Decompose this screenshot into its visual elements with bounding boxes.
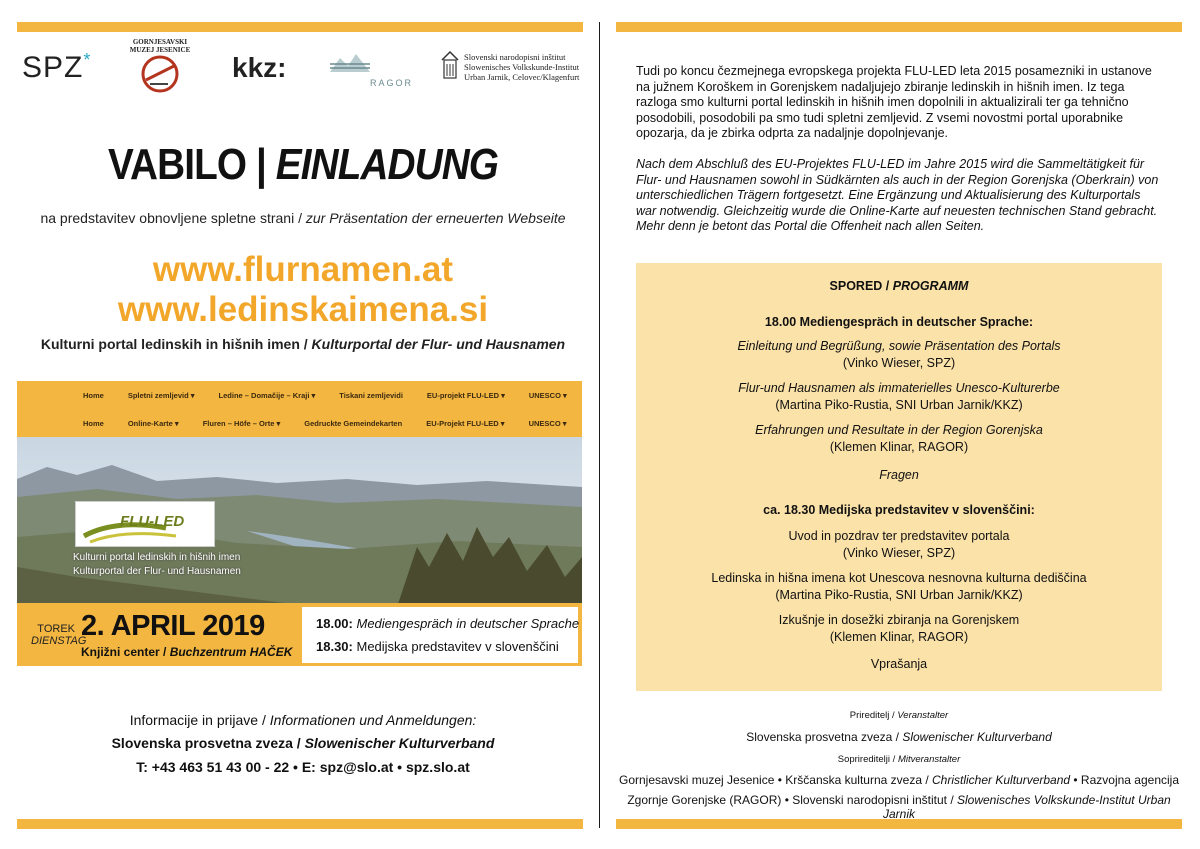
organizer-label: Prireditelj / Veranstalter [849,710,949,721]
sni-logo [440,48,590,88]
program-block1-heading: 18.00 Mediengespräch in deutscher Sprache: [764,315,1034,329]
program-presenter: (Martina Piko-Rustia, SNI Urban Jarnik/KKZ) [775,588,1023,602]
program-box [636,263,1162,691]
program-item: Izkušnje in dosežki zbiranja na Gorenjskem [778,613,1020,627]
program-questions: Fragen [879,468,919,482]
ragor-logo-text: RAGOR [370,78,414,88]
program-presenter: (Vinko Wieser, SPZ) [842,356,956,370]
coorganizer-line-2: Zgornje Gorenjske (RAGOR) • Slovenski narodopisni inštitut / Slowenisches Volkskunde-Institut Urban Jarnik [627,793,1171,821]
url-ledinskaimena[interactable]: www.ledinskaimena.si [117,290,489,329]
sni-building-icon [440,48,460,82]
flu-led-text: FLU-LED [120,513,185,530]
intro-paragraph-sl: Tudi po koncu čezmejnega evropskega projekta FLU-LED leta 2015 posamezniki in ustanove na južnem Koroškem in Gorenjskem nadaljujejo zbiranje ledinskih in hišnih imen. Iz tega razloga smo kulturni portal ledinskih in hišnih imen dopolnili in aktualizirali ter ga tehnično posodobili, posodobili pa smo tudi spletni zemljevid. Z vsemi novostmi portal uporabnike opozarja, da je zbirka odprta za nadaljnje dopolnjevanje. [636,64,1152,140]
event-venue: Knjižni center / Buchzentrum HAČEK [81,645,293,659]
program-presenter: (Vinko Wieser, SPZ) [842,546,956,560]
info-contact[interactable]: T: +43 463 51 43 00 - 22 • E: spz@slo.at • spz.slo.at [136,759,470,775]
top-bar-right [616,22,1182,32]
program-item: Uvod in pozdrav ter predstavitev portala [788,529,1010,543]
muzej-logo-line2: MUZEJ JESENICE [129,46,191,54]
program-presenter: (Martina Piko-Rustia, SNI Urban Jarnik/KKZ) [775,398,1023,412]
event-date: 2. APRIL 2019 [81,610,265,642]
date-box [25,608,293,662]
nav-sl-item: Ledine – Domačije – Kraji ▾ [218,390,316,400]
schedule-box [302,607,578,663]
intro-paragraph-de: Nach dem Abschluß des EU-Projektes FLU-LED im Jahre 2015 wird die Sammeltätigkeit für Flur- und Hausnamen sowohl in Südkärnten als auch in der Region Gorenjska (Oberkrain) von unterschiedlichen Trägern fortgesetzt. Eine Ergänzung und Aktualisierung des Kulturportals war notwendig. Gleichzeitig wurde die Online-Karte auf neuesten technischen Stand gebracht. Mehr denn je betont das Portal die Offenheit nach allen Seiten. [636,157,1159,233]
day-of-week: TOREK DIENSTAG [31,623,87,647]
portal-tagline: Kulturni portal ledinskih in hišnih imen / Kulturportal der Flur- und Hausnamen [40,336,566,352]
nav-de-item: Gedruckte Gemeindekarten [304,418,403,428]
top-bar-left [17,22,583,32]
kkz-logo: kkz: [232,52,287,83]
invitation-subtitle: na predstavitev obnovljene spletne strani / zur Präsentation der erneuerten Webseite [40,210,566,226]
program-item: Erfahrungen und Resultate in der Region Gorenjska [755,423,1043,437]
nav-de-item: Online-Karte ▾ [127,418,179,428]
info-heading: Informacije in prijave / Informationen und Anmeldungen: [129,712,477,728]
nav-sl-item: Spletni zemljevid ▾ [127,390,195,400]
nav-de-item: Home [83,418,104,428]
sni-logo-text: Slovenski narodopisni inštitut Slowenisches Volkskunde-Institut Urban Jarnik, Celovec/Klagenfurt [464,52,580,82]
schedule-line-1: 18.00: Mediengespräch in deutscher Sprache [316,616,580,631]
program-item: Ledinska in hišna imena kot Unescova nesnovna kulturna dediščina [711,571,1087,585]
program-block2-heading: ca. 18.30 Medijska predstavitev v slovenščini: [763,503,1035,517]
nav-de-item: EU-Projekt FLU-LED ▾ [426,418,505,428]
ragor-mountain-icon [330,46,370,76]
muzej-emblem-icon [124,54,196,94]
info-organization: Slovenska prosvetna zveza / Slowenischer Kulturverband [111,735,495,751]
website-screenshot [17,381,582,607]
nav-sl-item: Tiskani zemljevidi [339,390,403,400]
nav-de-item: Fluren – Höfe – Orte ▾ [202,418,281,428]
spz-logo: SPZ* [22,50,92,84]
bottom-bar-left [17,819,583,829]
program-item: Einleitung und Begrüßung, sowie Präsentation des Portals [737,339,1061,353]
nav-sl-item: EU-projekt FLU-LED ▾ [426,390,505,400]
muzej-jesenice-logo [124,38,196,96]
program-item: Flur-und Hausnamen als immaterielles Unesco-Kulturerbe [738,381,1060,395]
nav-sl-item: Home [83,390,104,400]
ragor-logo [330,46,414,92]
muzej-logo-line1: GORNJESAVSKI [132,38,188,46]
date-band [17,603,582,666]
schedule-line-2: 18.30: Medijska predstavitev v slovenščini [316,639,559,654]
website-nav-sl [17,381,582,409]
coorganizer-label: Soprireditelji / Mitveranstalter [837,754,961,765]
page-divider [599,22,600,828]
coorganizer-line-1: Gornjesavski muzej Jesenice • Krščanska kulturna zveza / Christlicher Kulturverband • Razvojna agencija [619,773,1179,787]
website-nav-de [17,409,582,437]
program-presenter: (Klemen Klinar, RAGOR) [829,440,969,454]
program-questions: Vprašanja [870,657,928,671]
flu-led-logo [75,501,215,547]
screenshot-caption-sl: Kulturni portal ledinskih in hišnih imen [73,552,241,563]
screenshot-caption-de: Kulturportal der Flur- und Hausnamen [73,566,241,577]
url-flurnamen[interactable]: www.flurnamen.at [152,250,454,289]
nav-sl-item: UNESCO ▾ [528,390,567,400]
nav-de-item: UNESCO ▾ [528,418,567,428]
organizer-name: Slovenska prosvetna zveza / Slowenischer Kulturverband [746,730,1052,744]
logo-row [20,38,586,96]
program-heading: SPORED / PROGRAMM [829,279,969,293]
invitation-title: VABILO | EINLADUNG [107,140,499,189]
program-presenter: (Klemen Klinar, RAGOR) [829,630,969,644]
